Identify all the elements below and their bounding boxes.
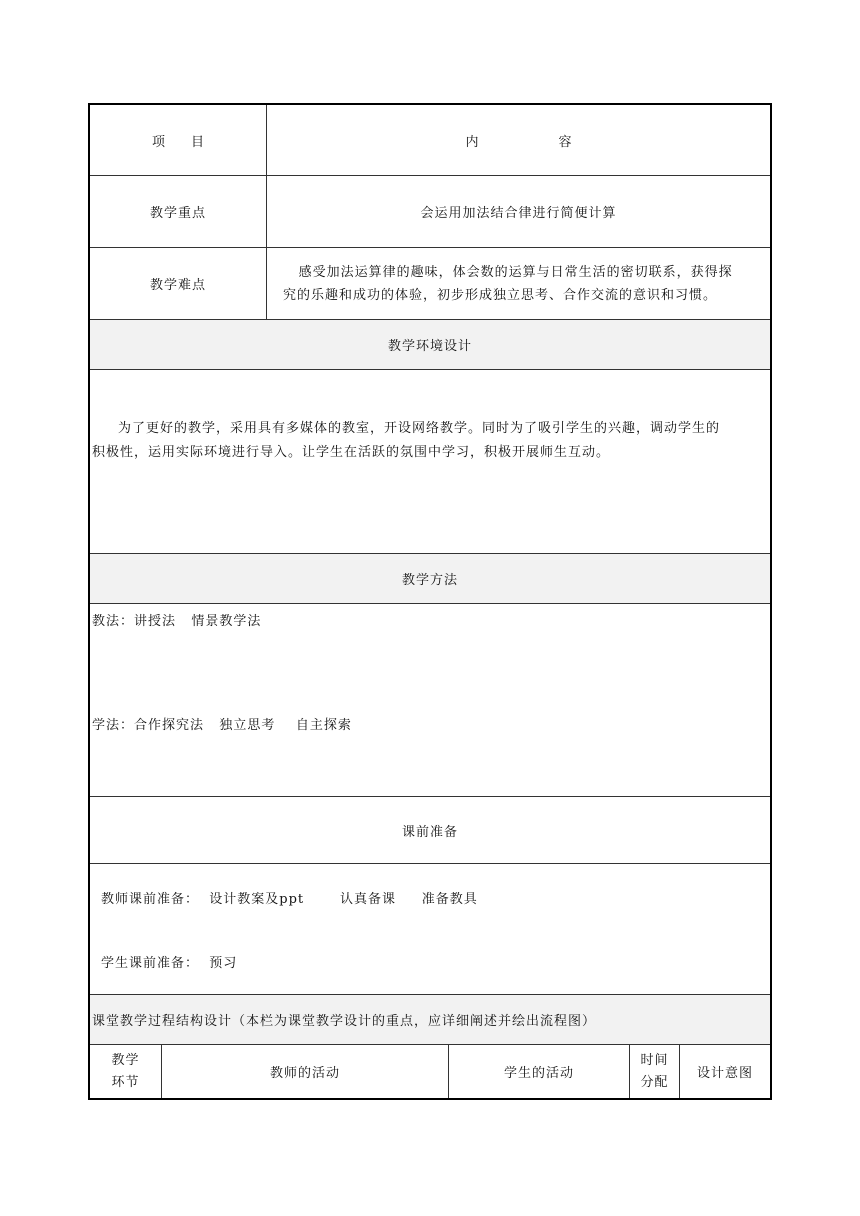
student-preparation: 学生课前准备： 预习 (101, 956, 238, 971)
stage-header-line-2: 环节 (111, 1074, 140, 1090)
environment-title: 教学环境设计 (387, 339, 472, 354)
method-body-row (90, 604, 770, 797)
key-point-label: 教学重点 (149, 206, 206, 221)
learning-method: 学法：合作探究法 独立思考 自主探索 (92, 718, 352, 733)
difficulty-line-1: 感受加法运算律的趣味，体会数的运算与日常生活的密切联系，获得探 (298, 264, 733, 280)
time-header-line-1: 时间 (640, 1052, 669, 1068)
teacher-activity-header: 教师的活动 (269, 1066, 340, 1081)
process-title-row (90, 995, 770, 1045)
time-column-header (630, 1045, 680, 1098)
header-row (90, 105, 770, 176)
key-point-value-cell (267, 176, 770, 247)
preparation-title-row (90, 797, 770, 864)
difficulty-text (267, 261, 733, 307)
teacher-activity-column-header (162, 1045, 449, 1098)
difficulty-label: 教学难点 (149, 278, 206, 293)
lesson-plan-document (88, 103, 772, 1100)
item-header-cell (90, 105, 267, 175)
method-title-cell (90, 554, 770, 603)
teaching-method: 教法：讲授法 情景教学法 (92, 614, 262, 629)
key-point-value: 会运用加法结合律进行简便计算 (420, 206, 617, 221)
method-title: 教学方法 (401, 573, 458, 588)
student-activity-header: 学生的活动 (503, 1066, 574, 1081)
environment-title-cell (90, 320, 770, 369)
environment-text (90, 370, 720, 465)
environment-title-row (90, 320, 770, 370)
content-header-cell (267, 105, 770, 175)
preparation-title-cell (90, 797, 770, 863)
environment-line-2: 积极性，运用实际环境进行导入。让学生在活跃的氛围中学习，积极开展师生互动。 (92, 445, 611, 460)
student-activity-column-header (449, 1045, 630, 1098)
method-title-row (90, 554, 770, 604)
process-title: 课堂教学过程结构设计（本栏为课堂教学设计的重点，应详细阐述并绘出流程图） (92, 1014, 597, 1029)
stage-header-line-1: 教学 (111, 1052, 140, 1068)
intent-column-header (680, 1045, 770, 1098)
key-point-label-cell (90, 176, 267, 247)
preparation-title: 课前准备 (401, 824, 458, 840)
stage-column-header (90, 1045, 162, 1098)
environment-body-row (90, 370, 770, 554)
difficulty-line-2: 究的乐趣和成功的体验，初步形成独立思考、合作交流的意识和习惯。 (283, 287, 718, 303)
difficulty-value-cell (267, 248, 770, 319)
intent-header: 设计意图 (696, 1066, 753, 1081)
difficulty-row (90, 248, 770, 320)
lesson-plan-table (88, 103, 772, 1100)
difficulty-label-cell (90, 248, 267, 319)
preparation-body-row (90, 864, 770, 995)
teacher-preparation: 教师课前准备： 设计教案及ppt 认真备课 准备教具 (101, 892, 478, 907)
process-columns-row (90, 1045, 770, 1098)
environment-line-1: 为了更好的教学，采用具有多媒体的教室，开设网络教学。同时为了吸引学生的兴趣，调动学生的 (118, 421, 721, 436)
key-point-row (90, 176, 770, 248)
time-header-line-2: 分配 (640, 1074, 669, 1090)
content-header: 内容 (465, 134, 652, 150)
item-header: 项目 (151, 134, 230, 150)
